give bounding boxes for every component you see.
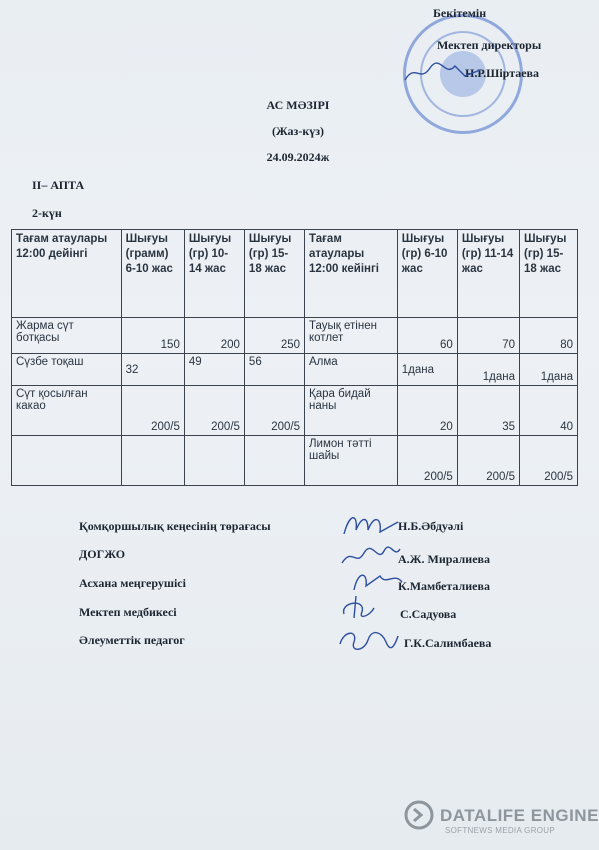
value-cell: 49 (184, 354, 244, 386)
signature-name: С.Садуова (400, 607, 457, 621)
header-cell: Тағам атаулары 12:00 кейінгі (305, 230, 398, 318)
value-cell: 40 (520, 386, 578, 436)
value-cell (184, 436, 244, 486)
signature-role: Асхана меңгерушісі (79, 576, 186, 590)
value-cell: 60 (397, 318, 457, 354)
day-label: 2-күн (32, 206, 62, 220)
signature-role: Мектеп медбикесі (79, 605, 177, 619)
value-cell: 80 (520, 318, 578, 354)
signature-role: ДОГЖО (79, 547, 126, 561)
watermark-subtitle: SOFTNEWS MEDIA GROUP (445, 826, 556, 835)
signature-name: А.Ж. Миралиева (398, 552, 491, 566)
header-cell: Тағам атаулары 12:00 дейінгі (12, 230, 122, 318)
handwritten-signature (334, 624, 400, 656)
value-cell: 1дана (520, 354, 578, 386)
header-cell: Шығуы (гр) 10-14 жас (184, 230, 244, 318)
approval-line-2: Мектеп директоры (437, 38, 542, 52)
value-cell: 1дана (457, 354, 519, 386)
table-header-row (12, 230, 578, 318)
value-cell: 200/5 (457, 436, 519, 486)
value-cell: 70 (457, 318, 519, 354)
dish-cell: Қара бидай наны (305, 386, 398, 436)
dish-cell: Жарма сүт ботқасы (12, 318, 122, 354)
value-cell: 200 (184, 318, 244, 354)
value-cell: 1дана (397, 354, 457, 386)
value-cell: 35 (457, 386, 519, 436)
dish-cell: Лимон тәтті шайы (305, 436, 398, 486)
header-cell: Шығуы (гр) 15-18 жас (244, 230, 304, 318)
value-cell: 200/5 (244, 386, 304, 436)
menu-title: АС МӘЗІРІ (266, 98, 330, 112)
menu-season: (Жаз-күз) (271, 124, 325, 138)
signature-role: Қомқоршылық кеңесінің төрағасы (79, 519, 271, 533)
signature-name: К.Мамбеталиева (398, 579, 490, 593)
approval-line-1: Бекітемін (433, 6, 487, 20)
watermark-title: DATALIFE ENGINE (440, 806, 599, 825)
header-cell: Шығуы (гр) 6-10 жас (397, 230, 457, 318)
table-row (12, 436, 578, 486)
value-cell (244, 436, 304, 486)
value-cell: 56 (244, 354, 304, 386)
approval-line-3: Н.Р.Шіртаева (465, 66, 540, 80)
header-cell: Шығуы (гр) 15-18 жас (520, 230, 578, 318)
value-cell (121, 436, 184, 486)
menu-table (11, 229, 578, 486)
menu-date: 24.09.2024ж (266, 150, 330, 164)
signature-role: Әлеуметтік педагог (79, 633, 185, 647)
value-cell: 200/5 (121, 386, 184, 436)
value-cell: 250 (244, 318, 304, 354)
table-row (12, 386, 578, 436)
signature-name: Н.Б.Әбдуәлі (398, 519, 464, 533)
value-cell: 32 (121, 354, 184, 386)
dish-cell: Сүзбе тоқаш (12, 354, 122, 386)
dish-cell (12, 436, 122, 486)
value-cell: 200/5 (397, 436, 457, 486)
week-label: ІІ– АПТА (32, 178, 85, 192)
table-row (12, 354, 578, 386)
datalife-logo-icon (404, 800, 434, 830)
director-signature (400, 58, 490, 88)
signature-name: Г.К.Салимбаева (404, 636, 492, 650)
dish-cell: Тауық етінен котлет (305, 318, 398, 354)
handwritten-signature (336, 592, 378, 622)
header-cell: Шығуы (гр) 11-14 жас (457, 230, 519, 318)
dish-cell: Сүт қосылған какао (12, 386, 122, 436)
header-cell: Шығуы (грамм) 6-10 жас (121, 230, 184, 318)
table-row (12, 318, 578, 354)
value-cell: 20 (397, 386, 457, 436)
value-cell: 200/5 (520, 436, 578, 486)
handwritten-signature (340, 508, 402, 540)
dish-cell: Алма (305, 354, 398, 386)
value-cell: 150 (121, 318, 184, 354)
value-cell: 200/5 (184, 386, 244, 436)
